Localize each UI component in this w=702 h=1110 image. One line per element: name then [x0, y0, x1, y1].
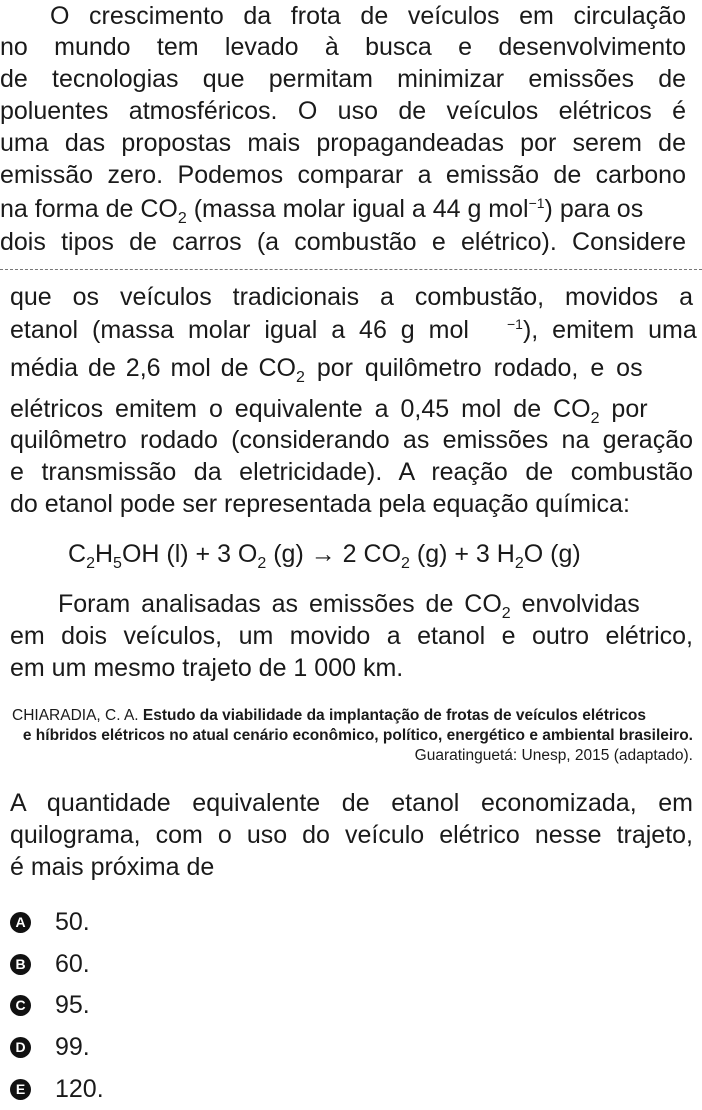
- cont-line-6: e transmissão da eletricidade). A reação de combustão: [10, 458, 693, 486]
- option-a-text: 50.: [55, 907, 90, 936]
- citation-line-2: e híbridos elétricos no atual cenário econômico, político, energético e ambiental brasileiro.: [22, 727, 693, 744]
- intro-line-3: de tecnologias que permitam minimizar emissões de: [0, 65, 686, 93]
- question-line-1: A quantidade equivalente de etanol economizada, em: [10, 789, 693, 817]
- intro-line-6: emissão zero. Podemos comparar a emissão de carbono: [0, 161, 686, 189]
- intro-line-1: O crescimento da frota de veículos em circulação: [50, 2, 686, 30]
- option-a-badge: A: [10, 912, 31, 933]
- cont-line-7: do etanol pode ser representada pela equação química:: [10, 490, 630, 518]
- option-c-text: 95.: [55, 990, 90, 1019]
- intro-line-5: uma das propostas mais propagandeadas por serem de: [0, 129, 686, 157]
- intro-line-4: poluentes atmosféricos. O uso de veículos elétricos é: [0, 97, 686, 125]
- analysis-line-1: Foram analisadas as emissões de $CO_2$ envolvidas: [58, 590, 640, 622]
- option-c-badge: C: [10, 995, 31, 1016]
- option-c[interactable]: [10, 990, 90, 1020]
- option-d-badge: D: [10, 1037, 31, 1058]
- cont-line-3: média de 2,6 mol de $CO_2$ por quilômetro rodado, e os: [10, 354, 643, 386]
- chemical-equation: $C_2H_5OH$ (l) + 3 $O_2$ (g) → 2 $CO_2$ (g) + 3 $H_2O$ (g): [68, 540, 581, 572]
- intro-line-7: na forma de $CO_2$ (massa molar igual a 44 g mol$^{-1}$) para os: [0, 195, 644, 227]
- cont-line-2: etanol (massa molar igual a 46 g mol $^{-1}$), emitem uma: [10, 316, 697, 344]
- option-b[interactable]: [10, 949, 90, 979]
- cont-line-4: elétricos emitem o equivalente a 0,45 mol de $CO_2$ por: [10, 395, 648, 427]
- analysis-line-3: em um mesmo trajeto de 1 000 km.: [10, 654, 404, 682]
- question-line-2: quilograma, com o uso do veículo elétrico nesse trajeto,: [10, 821, 693, 849]
- citation-line-1: CHIARADIA, C. A. Estudo da viabilidade da implantação de frotas de veículos elétricos: [12, 707, 646, 724]
- citation-publisher: Guaratinguetá: Unesp, 2015 (adaptado).: [414, 747, 693, 764]
- option-d-text: 99.: [55, 1032, 90, 1061]
- option-b-badge: B: [10, 954, 31, 975]
- cont-line-1: que os veículos tradicionais a combustão, movidos a: [10, 283, 693, 311]
- option-e-badge: E: [10, 1079, 31, 1100]
- option-e-text: 120.: [55, 1074, 104, 1103]
- intro-line-8: dois tipos de carros (a combustão e elétrico). Considere: [0, 228, 686, 256]
- option-e[interactable]: [10, 1074, 104, 1104]
- analysis-line-2: em dois veículos, um movido a etanol e outro elétrico,: [10, 622, 693, 650]
- option-d[interactable]: [10, 1032, 90, 1062]
- option-b-text: 60.: [55, 949, 90, 978]
- cont-line-5: quilômetro rodado (considerando as emissões na geração: [10, 426, 693, 454]
- intro-line-2: no mundo tem levado à busca e desenvolvimento: [0, 33, 686, 61]
- option-a[interactable]: [10, 907, 90, 937]
- page-break-divider: [0, 269, 702, 270]
- question-line-3: é mais próxima de: [10, 853, 215, 881]
